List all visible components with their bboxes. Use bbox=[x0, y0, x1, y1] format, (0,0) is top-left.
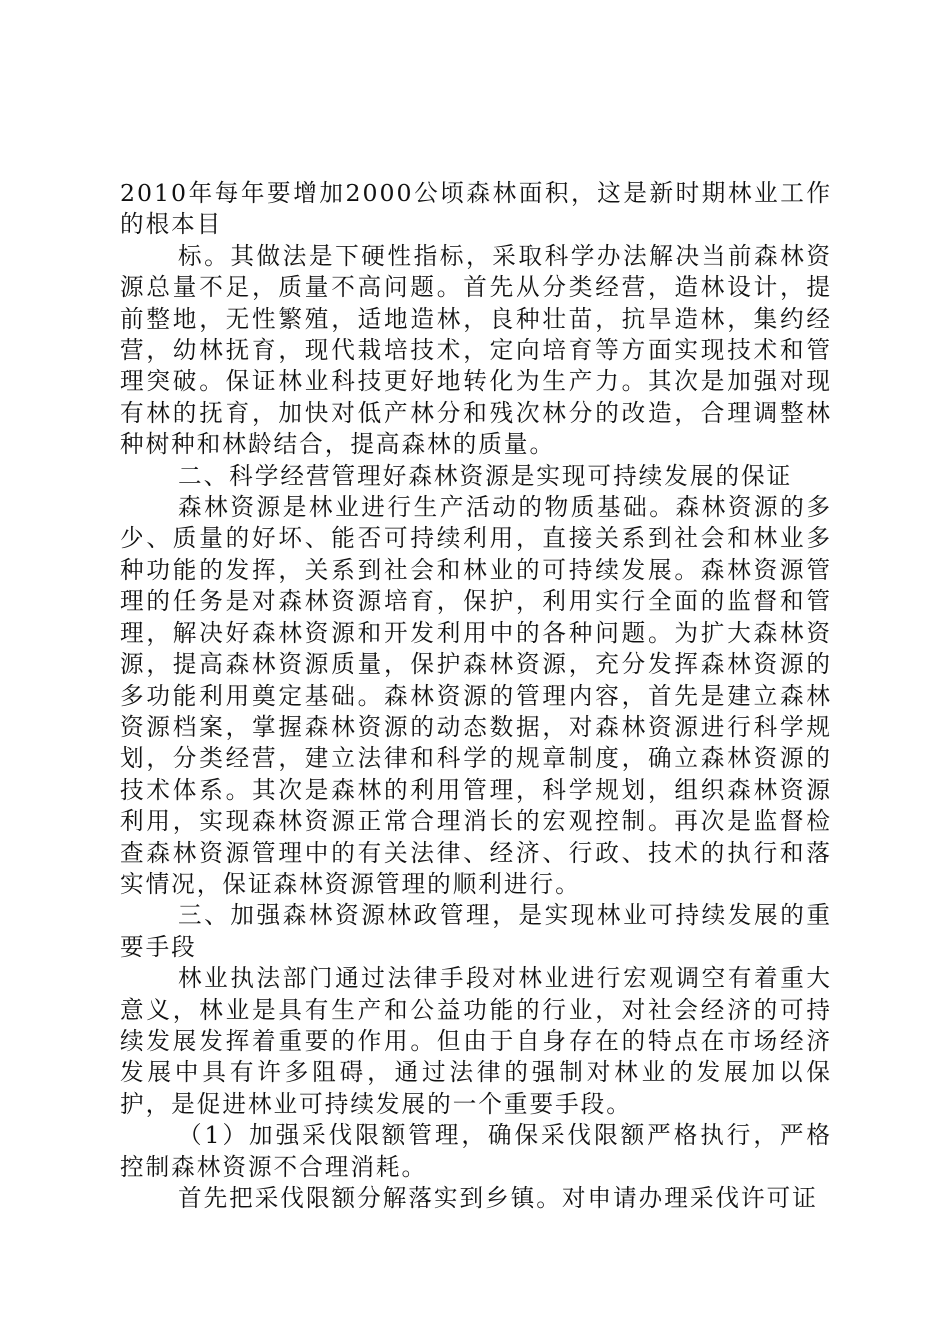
paragraph-law-enforcement: 林业执法部门通过法律手段对林业进行宏观调空有着重大意义，林业是具有生产和公益功能的行业，对社会经济的可持续发展发挥着重要的作用。但由于自身存在的特点在市场经济发展中具有许多阻碍，通过法律的强制对林业的发展加以保护，是促进林业可持续发展的一个重要手段。 bbox=[120, 964, 832, 1118]
paragraph-goal-intro: 2010年每年要增加2000公顷森林面积，这是新时期林业工作的根本目 bbox=[120, 179, 832, 239]
document-page bbox=[120, 178, 832, 1214]
subheading-1: （1）加强采伐限额管理，确保采伐限额严格执行，严格控制森林资源不合理消耗。 bbox=[120, 1121, 832, 1181]
paragraph-resource-management: 森林资源是林业进行生产活动的物质基础。森林资源的多少、质量的好坏、能否可持续利用，直接关系到社会和林业多种功能的发挥，关系到社会和林业的可持续发展。森林资源管理的任务是对森林资源培育，保护，利用实行全面的监督和管理，解决好森林资源和开发利用中的各种问题。为扩大森林资源，提高森林资源质量，保护森林资源，充分发挥森林资源的多功能利用奠定基础。森林资源的管理内容，首先是建立森林资源档案，掌握森林资源的动态数据，对森林资源进行科学规划，分类经营，建立法律和科学的规章制度，确立森林资源的技术体系。其次是森林的利用管理，科学规划，组织森林资源利用，实现森林资源正常合理消长的宏观控制。再次是监督检查森林资源管理中的有关法律、经济、行政、技术的执行和落实情况，保证森林资源管理的顺利进行。 bbox=[120, 493, 832, 898]
paragraph-quota: 首先把采伐限额分解落实到乡镇。对申请办理采伐许可证 bbox=[178, 1184, 818, 1212]
paragraph-measures: 标。其做法是下硬性指标，采取科学办法解决当前森林资源总量不足，质量不高问题。首先从分类经营，造林设计，提前整地，无性繁殖，适地造林，良种壮苗，抗旱造林，集约经营，幼林抚育，现代栽培技术，定向培育等方面实现技术和管理突破。保证林业科技更好地转化为生产力。其次是加强对现有林的抚育，加快对低产林分和残次林分的改造，合理调整林种树种和林龄结合，提高森林的质量。 bbox=[120, 241, 832, 459]
section-heading-2: 二、科学经营管理好森林资源是实现可持续发展的保证 bbox=[178, 461, 793, 490]
section-heading-3: 三、加强森林资源林政管理，是实现林业可持续发展的重要手段 bbox=[120, 901, 832, 961]
